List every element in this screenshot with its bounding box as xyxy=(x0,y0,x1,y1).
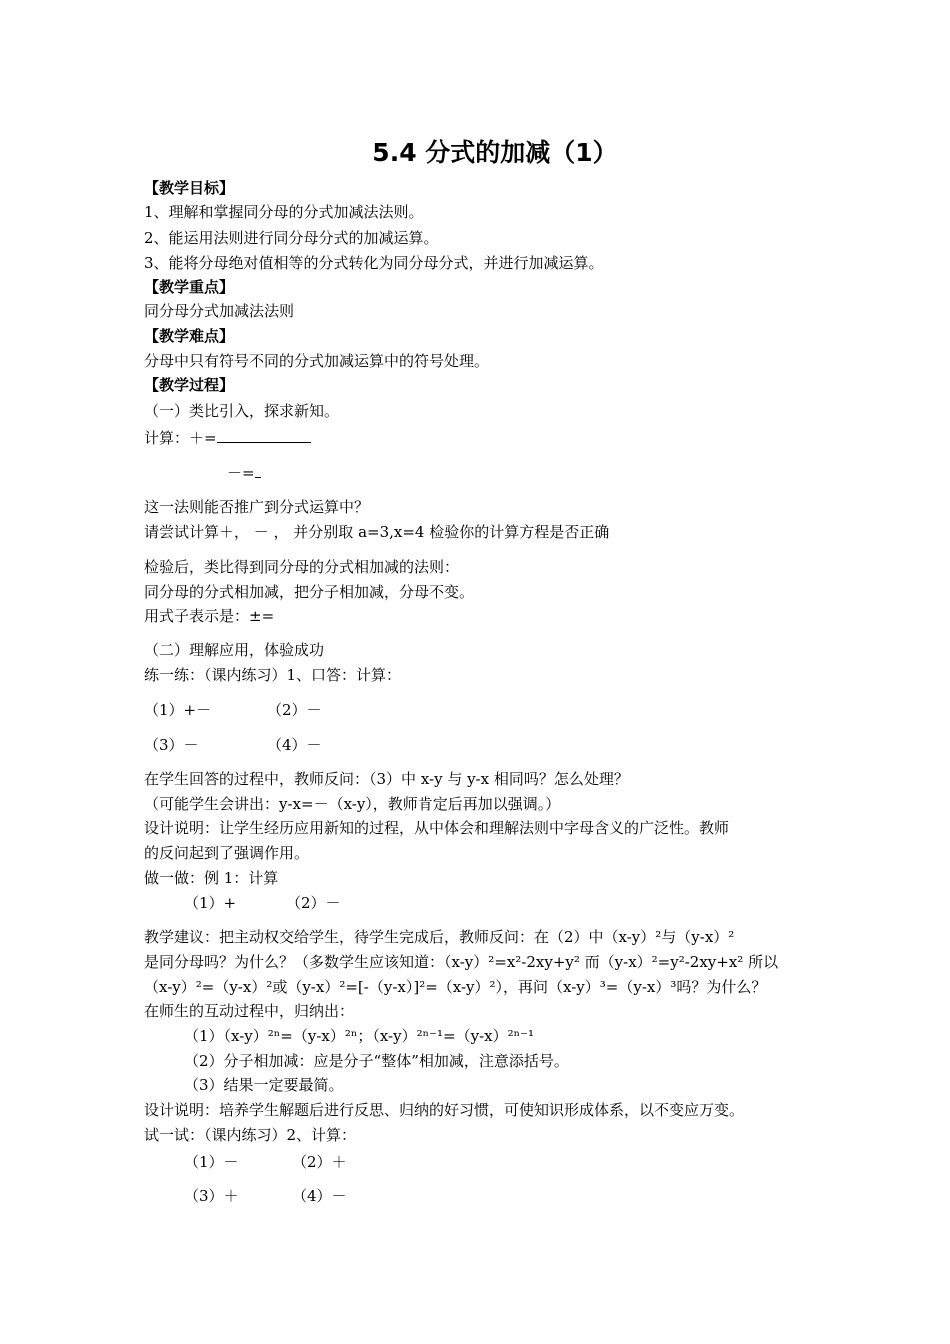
suggest-line: （x-y）²=（y-x）²或（y-x）²=[-（y-x）]²=（x-y）²），再问（x-y）³=（y-x）³吗？为什么？ xyxy=(144,978,767,996)
part1-title: （一）类比引入，探求新知。 xyxy=(144,402,340,420)
objective-item: 1、理解和掌握同分母的分式加减法法则。 xyxy=(144,203,424,221)
p1-item: （1）+－ xyxy=(144,701,212,719)
summary-item: （1）（x-y）²ⁿ=（y-x）²ⁿ；（x-y）²ⁿ⁻¹=（y-x）²ⁿ⁻¹ xyxy=(184,1027,535,1045)
summary-item: （2）分子相加减：应是分子“整体”相加减，注意添括号。 xyxy=(184,1052,569,1070)
answer-blank xyxy=(217,427,311,443)
calc-minus-line xyxy=(227,461,261,485)
summary-item: （3）结果一定要最简。 xyxy=(184,1076,344,1094)
p2-item: （1）－ xyxy=(184,1153,239,1171)
design-note-2: 设计说明：培养学生解题后进行反思、归纳的好习惯，可使知识形成体系，以不变应万变。 xyxy=(144,1101,745,1119)
calc-minus: －= xyxy=(227,464,255,482)
part2-title: （二）理解应用，体验成功 xyxy=(144,641,325,659)
teacher-ask-text: 在学生回答的过程中，教师反问：（3）中 x-y 与 y-x 相同吗？怎么处理？ xyxy=(144,770,629,788)
answer-blank-small xyxy=(255,463,261,478)
page-title: 5.4 分式的加减（1） xyxy=(372,138,618,167)
rule-text: 同分母的分式相加减，把分子相加减，分母不变。 xyxy=(144,583,475,601)
objectives-heading: 【教学目标】 xyxy=(144,179,235,197)
p2-item: （2）＋ xyxy=(292,1153,347,1171)
suggest-line: 是同分母吗？为什么？（多数学生应该知道：（x-y）²=x²-2xy+y² 而（y-x）²=y²-2xy+x² 所以 xyxy=(144,953,779,971)
ex-item: （2）－ xyxy=(286,894,341,912)
p1-item: （4）－ xyxy=(267,736,322,754)
formula-text: 用式子表示是：±= xyxy=(144,607,275,625)
calc-label: 计算：＋= xyxy=(144,429,217,447)
try-text: 请尝试计算＋， － ， 并分别取 a=3,x=4 检验你的计算方程是否正确 xyxy=(144,523,610,541)
question-text: 这一法则能否推广到分式运算中？ xyxy=(144,498,370,516)
objective-item: 2、能运用法则进行同分母分式的加减运算。 xyxy=(144,229,439,247)
practice1-label: 练一练：（课内练习）1、口答：计算： xyxy=(144,666,402,684)
objective-item: 3、能将分母绝对值相等的分式转化为同分母分式，并进行加减运算。 xyxy=(144,254,604,272)
difficulty-text: 分母中只有符号不同的分式加减运算中的符号处理。 xyxy=(144,352,490,370)
suggest-line: 教学建议：把主动权交给学生，待学生完成后，教师反问：在（2）中（x-y）²与（y-x）² xyxy=(144,928,735,946)
key-point-text: 同分母分式加减法法则 xyxy=(144,302,295,320)
p2-item: （3）＋ xyxy=(184,1187,239,1205)
p2-item: （4）－ xyxy=(292,1187,347,1205)
p1-item: （2）－ xyxy=(267,701,322,719)
student-may-text: （可能学生会讲出：y-x=－（x-y），教师肯定后再加以强调。） xyxy=(144,795,561,813)
design-note-1-cont: 的反问起到了强调作用。 xyxy=(144,844,310,862)
ex-item: （1）+ xyxy=(184,894,237,912)
example-label: 做一做：例 1：计算 xyxy=(144,869,279,887)
difficulty-heading: 【教学难点】 xyxy=(144,327,235,345)
design-note-1: 设计说明：让学生经历应用新知的过程，从中体会和理解法则中字母含义的广泛性。教师 xyxy=(144,819,730,837)
process-heading: 【教学过程】 xyxy=(144,376,235,394)
calc-line xyxy=(144,426,311,450)
summary-intro: 在师生的互动过程中，归纳出： xyxy=(144,1002,355,1020)
p1-item: （3）－ xyxy=(144,736,199,754)
after-check-text: 检验后，类比得到同分母的分式相加减的法则： xyxy=(144,558,460,576)
practice2-label: 试一试：（课内练习）2、计算： xyxy=(144,1126,357,1144)
key-point-heading: 【教学重点】 xyxy=(144,278,235,296)
